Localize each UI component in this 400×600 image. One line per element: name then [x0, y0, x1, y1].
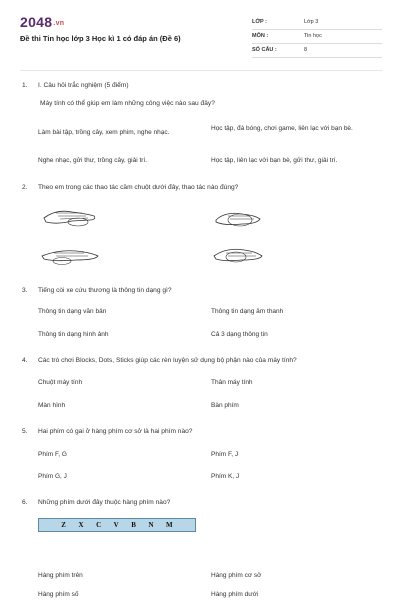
question-text: Những phím dưới đây thuộc hàng phím nào? [38, 499, 171, 506]
key-label: X [78, 521, 84, 529]
logo-text: 2048 [20, 14, 53, 30]
answer-option[interactable]: Phím K, J [211, 473, 240, 480]
logo-suffix: .vn [53, 19, 65, 27]
key-label: B [131, 521, 136, 529]
question-number: 2. [22, 184, 28, 191]
answer-option[interactable]: Bàn phím [211, 402, 239, 409]
question-text: Các trò chơi Blocks, Dots, Sticks giúp các rèn luyện sử dụng bộ phận nào của máy tính? [38, 357, 297, 364]
answer-option[interactable]: Cả 3 dạng thông tin [211, 331, 268, 338]
question-number: 3. [22, 287, 28, 294]
keyboard-row-image [38, 518, 196, 532]
answer-option[interactable]: Hàng phím trên [38, 572, 83, 579]
answer-option[interactable]: Phím F, G [38, 451, 67, 458]
answer-option[interactable]: Thông tin dạng văn bản [38, 308, 107, 315]
meta-value: 8 [304, 47, 308, 53]
answer-option[interactable]: Phím F, J [211, 451, 239, 458]
question-text: Hai phím có gai ở hàng phím cơ sở là hai phím nào? [38, 428, 193, 435]
answer-option[interactable]: Màn hình [38, 402, 66, 409]
answer-option[interactable]: Làm bài tập, trồng cây, xem phim, nghe nhạc. [38, 129, 170, 136]
hand-mouse-image-b[interactable] [212, 206, 264, 230]
key-label: M [166, 521, 173, 529]
answer-option[interactable]: Hàng phím cơ sở [211, 572, 262, 579]
question-text: Theo em trong các thao tác cầm chuột dưới đây, thao tác nào đúng? [38, 184, 239, 191]
answer-option[interactable]: Hàng phím dưới [211, 591, 259, 598]
answer-option[interactable]: Thông tin dạng âm thanh [211, 308, 284, 315]
exam-title: Đề thi Tin học lớp 3 Học kì 1 có đáp án (Đề 6) [20, 34, 181, 43]
answer-option[interactable]: Chuột máy tính [38, 379, 83, 386]
key-label: Z [61, 521, 66, 529]
answer-option[interactable]: Thông tin dạng hình ảnh [38, 331, 109, 338]
hand-mouse-image-c[interactable] [40, 246, 100, 266]
question-text: Tiếng còi xe cứu thương là thông tin dạng gì? [38, 287, 172, 294]
meta-value: Lớp 3 [304, 19, 319, 25]
key-label: C [96, 521, 102, 529]
exam-meta [252, 16, 382, 58]
question-text: I. Câu hỏi trắc nghiệm (5 điểm) [38, 82, 129, 89]
site-logo[interactable] [20, 14, 64, 30]
meta-label: SỐ CÂU : [252, 47, 277, 53]
meta-row-subject [252, 30, 382, 44]
key-label: N [148, 521, 154, 529]
answer-option[interactable]: Học tập, đá bóng, chơi game, liên lạc với bạn bè. [211, 125, 353, 132]
meta-row-count [252, 44, 382, 58]
answer-option[interactable]: Thân máy tính [211, 379, 253, 386]
hand-mouse-image-d[interactable] [212, 244, 264, 266]
question-1-prompt: Máy tính có thể giúp em làm những công việc nào sau đây? [40, 100, 215, 107]
question-number: 1. [22, 82, 28, 89]
meta-label: MÔN : [252, 33, 269, 39]
answer-option[interactable]: Hàng phím số [38, 591, 79, 598]
hand-mouse-image-a[interactable] [42, 206, 98, 228]
answer-option[interactable]: Học tập, liên lạc với bạn bè, gửi thư, giải trí. [211, 157, 338, 164]
meta-row-class [252, 16, 382, 30]
header-divider [20, 70, 382, 71]
meta-label: LỚP : [252, 19, 267, 25]
answer-option[interactable]: Nghe nhạc, gửi thư, trồng cây, giải trí. [38, 157, 148, 164]
question-number: 5. [22, 428, 28, 435]
key-label: V [113, 521, 119, 529]
page-header [20, 14, 382, 66]
question-number: 6. [22, 499, 28, 506]
answer-option[interactable]: Phím G, J [38, 473, 67, 480]
meta-value: Tin học [304, 33, 322, 39]
question-number: 4. [22, 357, 28, 364]
